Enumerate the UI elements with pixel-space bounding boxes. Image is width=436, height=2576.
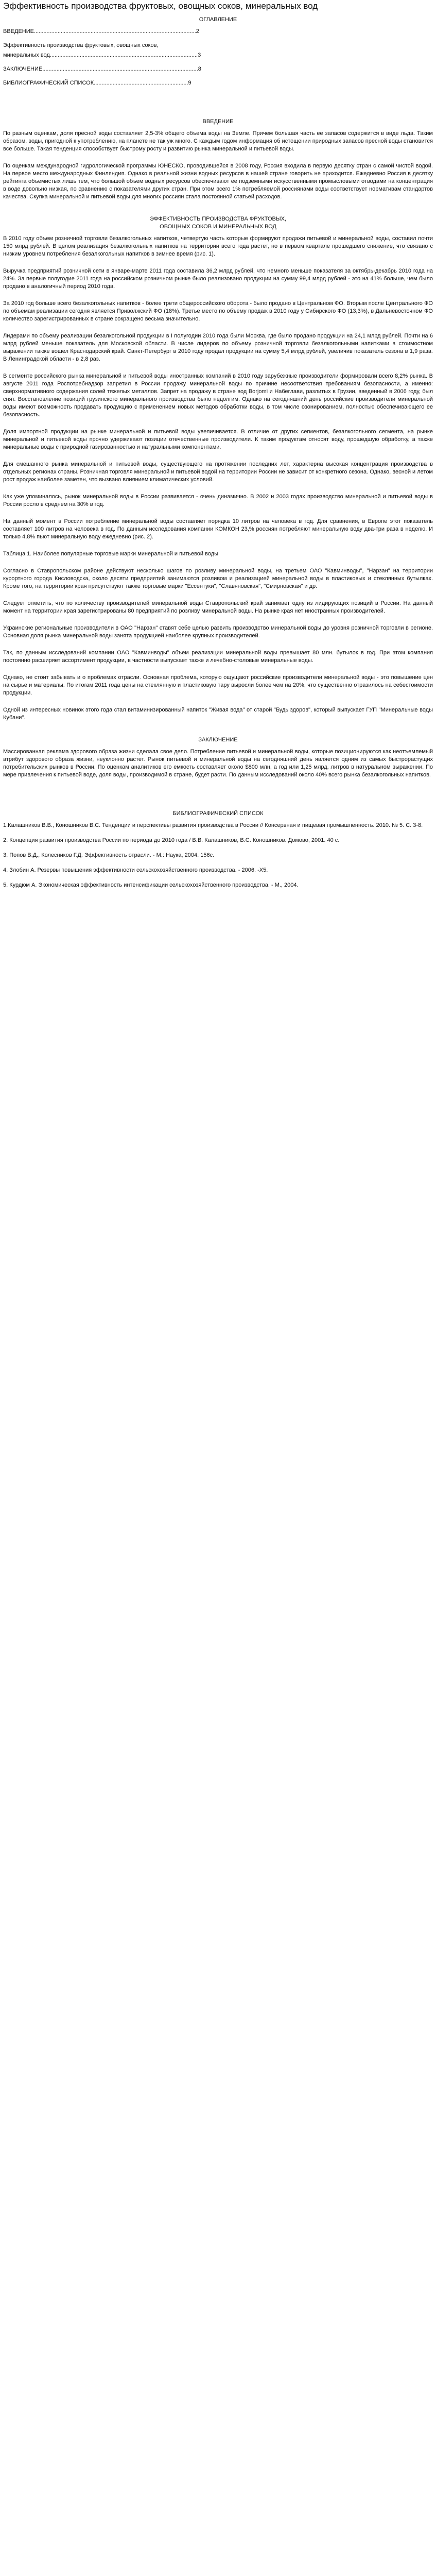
- main-heading-line: ОВОЩНЫХ СОКОВ И МИНЕРАЛЬНЫХ ВОД: [160, 224, 276, 230]
- toc-heading: ОГЛАВЛЕНИЕ: [199, 16, 237, 23]
- toc-item[interactable]: Эффективность производства фруктовых, овощных соков,: [3, 42, 159, 48]
- intro-section: [3, 130, 433, 201]
- intro-heading: ВВЕДЕНИЕ: [202, 118, 234, 125]
- paragraph: По оценкам международной гидрологической программы ЮНЕСКО, проводившейся в 2008 году, Россия входила в первую десятку стран с самой чистой водой. На первое место международных Финляндия. Однако в реальной жизни водных ресурсов в нашей стране говорить не приходится. Ежедневно Россия в десятку рейтинга объемистых лишь тем, что большой объем водных ресурсов обеспечивают ее подземными искусственными промысловыми отводами на концентрация в воде довольно низкая, по сравнению с показателями других стран. При этом всего 1% потребляемой россиянами воды соответствует нормативам стандартов качества. Скупка минеральной и питьевой воды для многих россиян стала постоянной статьей расходов.: [3, 163, 433, 200]
- bibliography-item: 1.Калашников В.В., Коношников В.С. Тенденции и перспективы развития производства в России // Консервная и пищевая промышленность. 2010. № 5. С. 3-8.: [3, 822, 423, 828]
- paragraph: В 2010 году объем розничной торговли безалкогольных напитков, четвертую часть которые формируют продажи питьевой и минеральной воды, составил почти 150 млрд рублей. В целом реализация безалкогольных напитков на территории всего года растет, но в первом квартале прошедшего снижение, что связано с низким уровнем потребления безалкогольных напитков в зимнее время (рис. 1).: [3, 235, 433, 257]
- paragraph: Следует отметить, что по количеству производителей минеральной воды Ставропольский край занимает одну из лидирующих позиций в России. На данный момент на территории края зарегистрированы 80 предприятий по розливу минеральной воды. На рынке края нет иностранных производителей.: [3, 600, 433, 614]
- paragraph: Украинские региональные производители в ОАО "Нарзан" ставят себе целью развить производство минеральной воды до уровня розничной торговли в регионе. Основная доля рынка минеральной воды занята продукцией наиболее крупных производителей.: [3, 625, 433, 639]
- paragraph: Одной из интересных новинок этого года стал витаминизированный напиток "Живая вода" от старой "Будь здоров", который выпускает ГУП "Минеральные воды Кубани".: [3, 707, 433, 721]
- bibliography-item: 2. Концепция развития производства России по периода до 2010 года / В.В. Калашников, В.С. Коношников. Домово, 2001. 40 с.: [3, 837, 340, 843]
- paragraph: Массированная реклама здорового образа жизни сделала свое дело. Потребление питьевой и минеральной воды, которые позиционируются как неотъемлемый атрибут здорового образа жизни, неуклонно растет. Рынок питьевой и минеральной воды на сегодняшний день является одним из самых быстрорастущих потребительских рынков в России. По оценкам аналитиков его емкость составляет около $800 млн, а год или 1,25 млрд. литров в натуральном выражении. По мере привлечения к питьевой воде, доля воды, производимой в стране, будет расти. По данным исследований около 40% всего рынка безалкогольных напитков.: [3, 749, 433, 778]
- table-caption: Таблица 1. Наиболее популярные торговые марки минеральной и питьевой воды: [3, 551, 219, 557]
- toc-item[interactable]: ВВЕДЕНИЕ.......................................................................................................2: [3, 28, 199, 35]
- paragraph: Выручка предприятий розничной сети в январе-марте 2011 года составила 36,2 млрд рублей, что немного меньше показателя за октябрь-декабрь 2010 года на 24%. За первые полугодие 2011 года на российском розничном рынке было реализовано продукции на сумму 99,4 млрд рублей - это на 41% больше, чем было продано в аналогичный период 2010 года.: [3, 268, 433, 290]
- main-heading-line: ЭФФЕКТИВНОСТЬ ПРОИЗВОДСТВА ФРУКТОВЫХ,: [149, 216, 287, 222]
- document-page: [0, 0, 436, 912]
- main-heading: [3, 215, 433, 231]
- bibliography-section: [3, 810, 433, 889]
- paragraph: На данный момент в России потребление минеральной воды составляет порядка 10 литров на человека в год. Для сравнения, в Европе этот показатель составляет 100 литров на человека в год. По данным исследования компании КОМКОН 23,% россиян потребляют минеральную воду два-три раза в неделю. И только 4,8% пьют минеральную воду ежедневно (рис. 2).: [3, 518, 433, 540]
- paragraph: Однако, не стоит забывать и о проблемах отрасли. Основная проблема, которую ощущают российские производители минеральной воды - это повышение цен на сырье и материалы. По итогам 2011 года цены на стеклянную и пластиковую тару выросли более чем на 20%, что существенно отразилось на себестоимости продукции.: [3, 674, 433, 696]
- conclusion-heading: ЗАКЛЮЧЕНИЕ: [198, 737, 238, 743]
- main-section: [3, 235, 433, 722]
- bibliography-item: 4. Злобин А. Резервы повышения эффективности сельскохозяйственного производства. - 2006. -Х5.: [3, 867, 268, 873]
- paragraph: Согласно в Ставропольском районе действуют несколько шагов по розливу минеральной воды, на третьем ОАО "Кавминводы", "Нарзан" на территории курортного города Кисловодска, около десяти предприятий занимаются розливом и реализацией минеральной воды в пластиковых и стеклянных бутылках. Кроме того, на территории края присутствуют также торговые марки "Ессентуки", "Славяновская", "Смирновская" и др.: [3, 568, 433, 589]
- bibliography-item: 3. Попов В.Д., Колесников Г.Д. Эффективность отрасли. - М.: Наука, 2004. 156с.: [3, 852, 215, 858]
- bibliography-item: 5. Курдюм А. Экономическая эффективность интенсификации сельскохозяйственного производства. - М., 2004.: [3, 882, 299, 888]
- bibliography-heading: БИБЛИОГРАФИЧЕСКИЙ СПИСОК: [172, 810, 264, 817]
- table-of-contents: [3, 28, 433, 87]
- paragraph: Лидерами по объему реализации безалкогольной продукции в I полугодии 2010 года были Москва, где было продано продукции на 24,1 млрд рублей. Почти на 6 млрд рублей меньше показатель для Московской области. В числе лидеров по объему розничной торговли безалкогольными напитками в стоимостном выражении также вошел Краснодарский край. Санкт-Петербург в 2010 году продал продукции на сумму 5,4 млрд рублей, увеличив показатель сезона в 1,9 раза. В Ленинградской области - в 2,8 раз.: [3, 333, 433, 362]
- paragraph: В сегменте российского рынка минеральной и питьевой воды иностранных компаний в 2010 году зарубежные производители формировали всего 8,2% рынка. В августе 2011 года Роспотребнадзор запретил в России продажу минеральной воды по причине несоответствия требованиям безопасности, а именно: сверхнормативного содержания солей тяжелых металлов. Запрет на продажу в стране вод Borjomi и Набеглави, разлитых в Грузии, введенный в 2006 году, был снят. Восстановление позиций грузинского минерального производства было недолгим. Однако на сегодняшний день российские производители минеральной воды имеют возможность продавать продукцию с применением новых методов обработки воды, в том числе озонированием, полностью обеспечивающего ее безопасность.: [3, 373, 433, 418]
- toc-item[interactable]: БИБЛИОГРАФИЧЕСКИЙ СПИСОК............................................................9: [3, 80, 191, 86]
- paragraph: За 2010 год больше всего безалкогольных напитков - более трети общероссийского оборота - было продано в Центральном ФО. Вторым после Центрального ФО по объемам реализации сегодня является Приволжский ФО (18%). Третье место по объему продаж в 2010 году у Сибирского ФО (13,3%), в Дальневосточном ФО количество зарегистрированных в стране сокращено весьма значительно.: [3, 300, 433, 322]
- paragraph: По разным оценкам, доля пресной воды составляет 2,5-3% общего объема воды на Земле. Причем большая часть ее запасов содержится в виде льда. Таким образом, воды, пригодной к употреблению, на планете не так уж много. С каждым годом информация об истощении природных запасов пресной воды становится все больше. Такая тенденция способствует быстрому росту и развитию рынка минеральной и питьевой воды.: [3, 130, 433, 152]
- paragraph: Как уже упоминалось, рынок минеральной воды в России развивается - очень динамично. В 2002 и 2003 годах производство минеральной и питьевой воды в России росло в среднем на 30% в год.: [3, 494, 433, 507]
- document-title: Эффективность производства фруктовых, овощных соков, минеральных вод: [3, 1, 318, 11]
- toc-item[interactable]: ЗАКЛЮЧЕНИЕ...................................................................................................8: [3, 66, 201, 72]
- paragraph: Доля импортной продукции на рынке минеральной и питьевой воды увеличивается. В отличие от других сегментов, безалкогольного сегмента, на рынке минеральной и питьевой воды прочно удерживают позиции отечественные производители. К таким продуктам относят воду, прошедшую обработку, а также минеральные воды с природной газированностью и натуральными компонентами.: [3, 429, 433, 450]
- paragraph: Так, по данным исследований компании OАО "Кавминводы" объем реализации минеральной воды превышает 80 млн. бутылок в год. При этом компания постоянно расширяет ассортимент продукции, в частности выпускает также и лечебно-столовые минеральные воды.: [3, 650, 433, 664]
- toc-item[interactable]: минеральных вод..............................................................................................3: [3, 52, 201, 58]
- paragraph: Для смешанного рынка минеральной и питьевой воды, существующего на протяжении последних лет, характерна высокая концентрация производства в отдельных регионах страны. Розничная торговля минеральной и питьевой водой на территории России не зависит от конкретного сезона. Однако, весной и летом рост продаж наиболее заметен, что вызвано влиянием климатических условий.: [3, 461, 433, 483]
- conclusion-section: [3, 748, 433, 779]
